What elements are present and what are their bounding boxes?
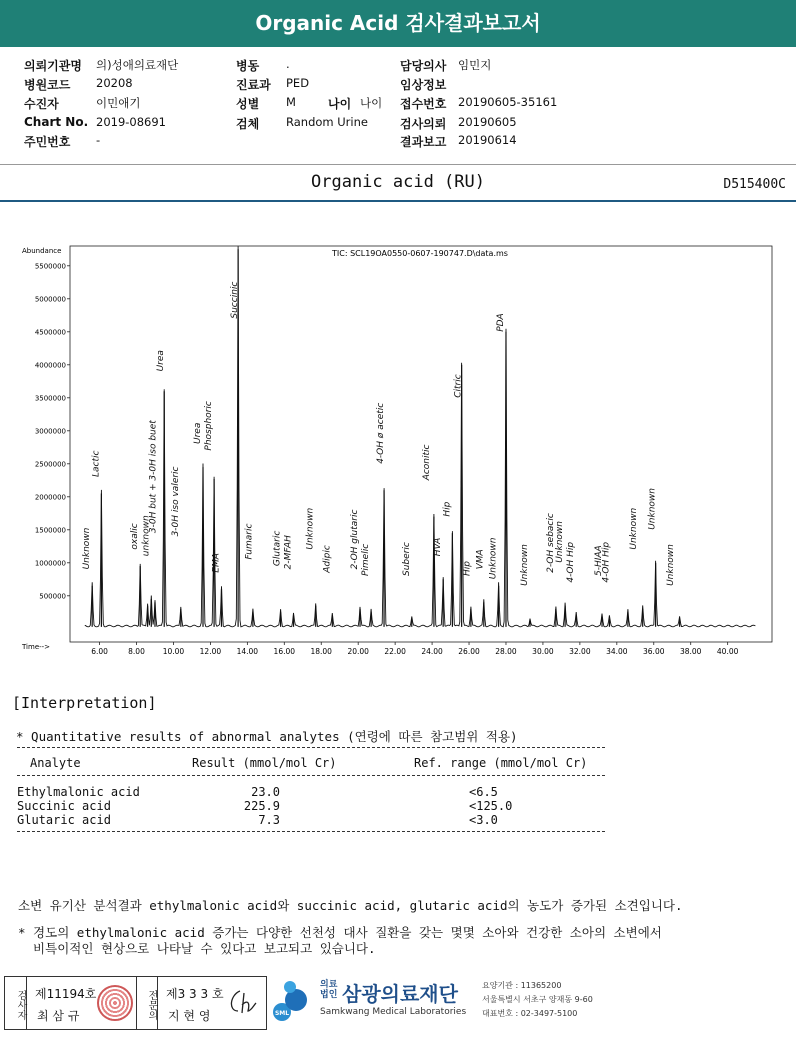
peak-annotation: Adipic: [322, 545, 333, 573]
note-line: * 경도의 ethylmalonic acid 증가는 다양한 선천성 대사 질환을 갖는 몇몇 소아와 건강한 소아의 소변에서: [18, 925, 662, 940]
tester-number: 제11194호: [35, 987, 97, 1001]
table-rule: [17, 775, 605, 776]
info-value: 2019-08691: [96, 115, 166, 129]
peak-annotation: Fumaric: [244, 523, 255, 560]
y-tick-label: 2500000: [34, 460, 66, 469]
info-label: 담당의사: [400, 59, 447, 73]
y-tick-label: 2000000: [34, 493, 66, 502]
info-value: -: [96, 133, 101, 147]
test-title: Organic acid (RU): [311, 172, 485, 192]
info-label: 검체: [236, 117, 260, 131]
info-label: 나이: [328, 97, 352, 111]
info-value: 20190605-35161: [458, 95, 558, 109]
x-tick-label: 20.00: [347, 647, 369, 656]
y-tick-label: 3500000: [34, 394, 66, 403]
divider: [0, 200, 796, 202]
y-tick-label: 1500000: [34, 526, 66, 535]
y-tick-label: 1000000: [34, 559, 66, 568]
x-tick-label: 12.00: [199, 647, 222, 656]
tic-trace: [85, 246, 756, 627]
specialist-cell: [158, 977, 266, 1029]
peak-annotation: Unknown: [305, 507, 316, 550]
peak-annotation: 4-OH Hip: [566, 541, 577, 583]
info-value: Random Urine: [286, 115, 368, 129]
info-value: M: [286, 95, 296, 109]
peak-annotation: 3-0H iso valeric: [170, 466, 181, 537]
peak-annotation: Phosphoric: [204, 401, 215, 451]
x-tick-label: 8.00: [128, 647, 145, 656]
analyte-result: 225.9: [243, 799, 280, 813]
test-code: D515400C: [723, 177, 786, 192]
note-text: [18, 925, 662, 957]
x-tick-label: 38.00: [679, 647, 702, 656]
analyte-ref: <125.0: [469, 799, 513, 813]
x-tick-label: 14.00: [236, 647, 259, 656]
analyte-name: Succinic acid: [17, 799, 111, 813]
info-value: 20208: [96, 76, 133, 90]
peak-annotation: Unknown: [647, 488, 658, 530]
x-tick-label: 10.00: [162, 647, 185, 656]
peak-annotation: Unknown: [488, 537, 499, 580]
column-header-analyte: Analyte: [30, 756, 81, 770]
peak-annotation: Lactic: [91, 450, 102, 477]
x-axis-label: Time-->: [22, 643, 51, 651]
analyte-result: 23.0: [251, 785, 280, 799]
signature-icon: [226, 987, 260, 1017]
chromatogram-chart: [0, 236, 796, 666]
y-tick-label: 5000000: [34, 295, 66, 304]
peak-annotation: 2-MFAH: [283, 535, 294, 570]
info-label: 주민번호: [24, 135, 71, 149]
peak-annotation: Suberic: [401, 542, 412, 576]
peak-annotation: Unknown: [82, 527, 93, 570]
peak-annotation: Glutaric: [272, 530, 283, 567]
peak-annotation: Urea: [193, 422, 204, 444]
peak-annotation: EMA: [211, 553, 222, 573]
table-rule: [17, 747, 605, 748]
info-value: 20190605: [458, 115, 517, 129]
tester-label: 검사자: [5, 977, 27, 1029]
info-value: 20190614: [458, 133, 517, 147]
x-tick-label: 22.00: [384, 647, 406, 656]
column-header-result: Result (mmol/mol Cr): [192, 756, 337, 770]
info-value: 이민애기: [96, 96, 141, 110]
column-header-ref: Ref. range (mmol/mol Cr): [414, 756, 588, 770]
org-phone: 대표번호 : 02-3497-5100: [482, 1009, 578, 1018]
peak-annotation: 4-OH Hip: [601, 541, 612, 583]
info-label: 진료과: [236, 78, 271, 92]
peak-annotation: Hip: [442, 501, 453, 517]
x-tick-label: 30.00: [532, 647, 554, 656]
specialist-label: 전문의: [136, 977, 158, 1029]
note-line: 비특이적인 현상으로 나타날 수 있다고 보고되고 있습니다.: [18, 941, 376, 956]
peak-annotation: Unknown: [519, 544, 530, 586]
y-tick-label: 3000000: [34, 427, 66, 436]
logo-text: SML: [274, 1010, 290, 1017]
info-label: 의뢰기관명: [24, 59, 82, 73]
analyte-result: 7.3: [258, 813, 280, 827]
y-tick-label: 4000000: [34, 361, 66, 370]
org-address: 서울특별시 서초구 양재동 9-60: [482, 995, 593, 1004]
peak-annotation: Succinic: [229, 281, 240, 319]
footer: [0, 974, 796, 1040]
peak-annotation: Pimelic: [361, 543, 372, 576]
x-tick-label: 6.00: [91, 647, 108, 656]
info-label: 성별: [236, 97, 260, 111]
info-value: PED: [286, 76, 310, 90]
x-tick-label: 26.00: [458, 647, 480, 656]
analyte-ref: <6.5: [469, 785, 498, 799]
peak-annotation: Urea: [156, 350, 167, 372]
x-tick-label: 32.00: [569, 647, 591, 656]
specialist-number: 제3 3 3 호: [166, 987, 224, 1001]
org-english: Samkwang Medical Laboratories: [320, 1007, 467, 1017]
x-tick-label: 16.00: [273, 647, 296, 656]
info-label: 결과보고: [400, 135, 447, 149]
peak-annotation: 5-HIAA: [593, 545, 604, 576]
tester-name: 최 삼 규: [37, 1009, 80, 1023]
peak-annotation: Hip: [462, 561, 473, 576]
info-value: 나이: [360, 96, 383, 110]
interpretation-intro: * Quantitative results of abnormal analytes (연령에 따른 참고범위 적용): [16, 729, 518, 744]
table-rule: [17, 831, 605, 832]
y-axis-label: Abundance: [22, 247, 62, 255]
x-tick-label: 18.00: [310, 647, 332, 656]
info-label: Chart No.: [24, 115, 89, 129]
peak-annotation: 3-0H but + 3-0H iso buet: [148, 420, 159, 534]
info-label: 병동: [236, 59, 260, 73]
peak-annotation: HVA: [433, 537, 444, 557]
info-label: 수진자: [24, 97, 59, 111]
y-tick-label: 4500000: [34, 328, 66, 337]
peak-annotation: Unknown: [555, 521, 566, 563]
info-value: .: [286, 57, 290, 71]
report-title: Organic Acid 검사결과보고서: [0, 0, 796, 47]
analyte-name: Ethylmalonic acid: [17, 785, 140, 799]
info-label: 임상정보: [400, 78, 447, 92]
summary-text: 소변 유기산 분석결과 ethylmalonic acid와 succinic acid, glutaric acid의 농도가 증가된 소견입니다.: [18, 898, 683, 913]
peak-annotation: PDA: [495, 313, 506, 332]
x-tick-label: 40.00: [716, 647, 739, 656]
info-label: 검사의뢰: [400, 117, 447, 131]
peak-annotation: VMA: [475, 549, 486, 570]
specialist-name: 지 현 영: [168, 1009, 211, 1023]
peak-annotation: Unknown: [628, 507, 639, 550]
x-tick-label: 36.00: [643, 647, 665, 656]
y-tick-label: 5500000: [34, 262, 66, 271]
info-label: 병원코드: [24, 78, 71, 92]
info-value: 의)성애의료재단: [96, 58, 179, 72]
org-name: 삼광의료재단: [342, 982, 458, 1006]
peak-annotation: 2-OH sebacic: [545, 513, 556, 573]
x-tick-label: 34.00: [606, 647, 628, 656]
y-tick-label: 500000: [39, 592, 66, 601]
chart-title: TIC: SCL19OA0550-0607-190747.D\data.ms: [332, 249, 508, 258]
analyte-ref: <3.0: [469, 813, 498, 827]
interpretation-heading: [Interpretation]: [12, 694, 157, 712]
peak-annotation: Unknown: [665, 544, 676, 586]
analyte-name: Glutaric acid: [17, 813, 111, 827]
peak-annotation: unknown: [141, 515, 152, 557]
x-tick-label: 28.00: [495, 647, 517, 656]
tester-cell: [27, 977, 137, 1029]
org-prefix: 의료법인: [320, 980, 338, 1000]
seal-stamp: [97, 985, 133, 1021]
peak-annotation: Citric: [453, 374, 464, 398]
signature-box: [4, 976, 267, 1030]
divider: [0, 164, 796, 165]
info-value: 임민지: [458, 58, 492, 72]
peak-annotation: oxalic: [130, 523, 141, 550]
peak-annotation: Aconitic: [422, 444, 433, 481]
peak-annotation: 2-OH glutaric: [350, 509, 361, 570]
x-tick-label: 24.00: [421, 647, 443, 656]
info-label: 접수번호: [400, 97, 447, 111]
peak-annotation: 4-OH ø acetic: [375, 402, 386, 464]
org-code: 요양기관 : 11365200: [482, 981, 562, 990]
